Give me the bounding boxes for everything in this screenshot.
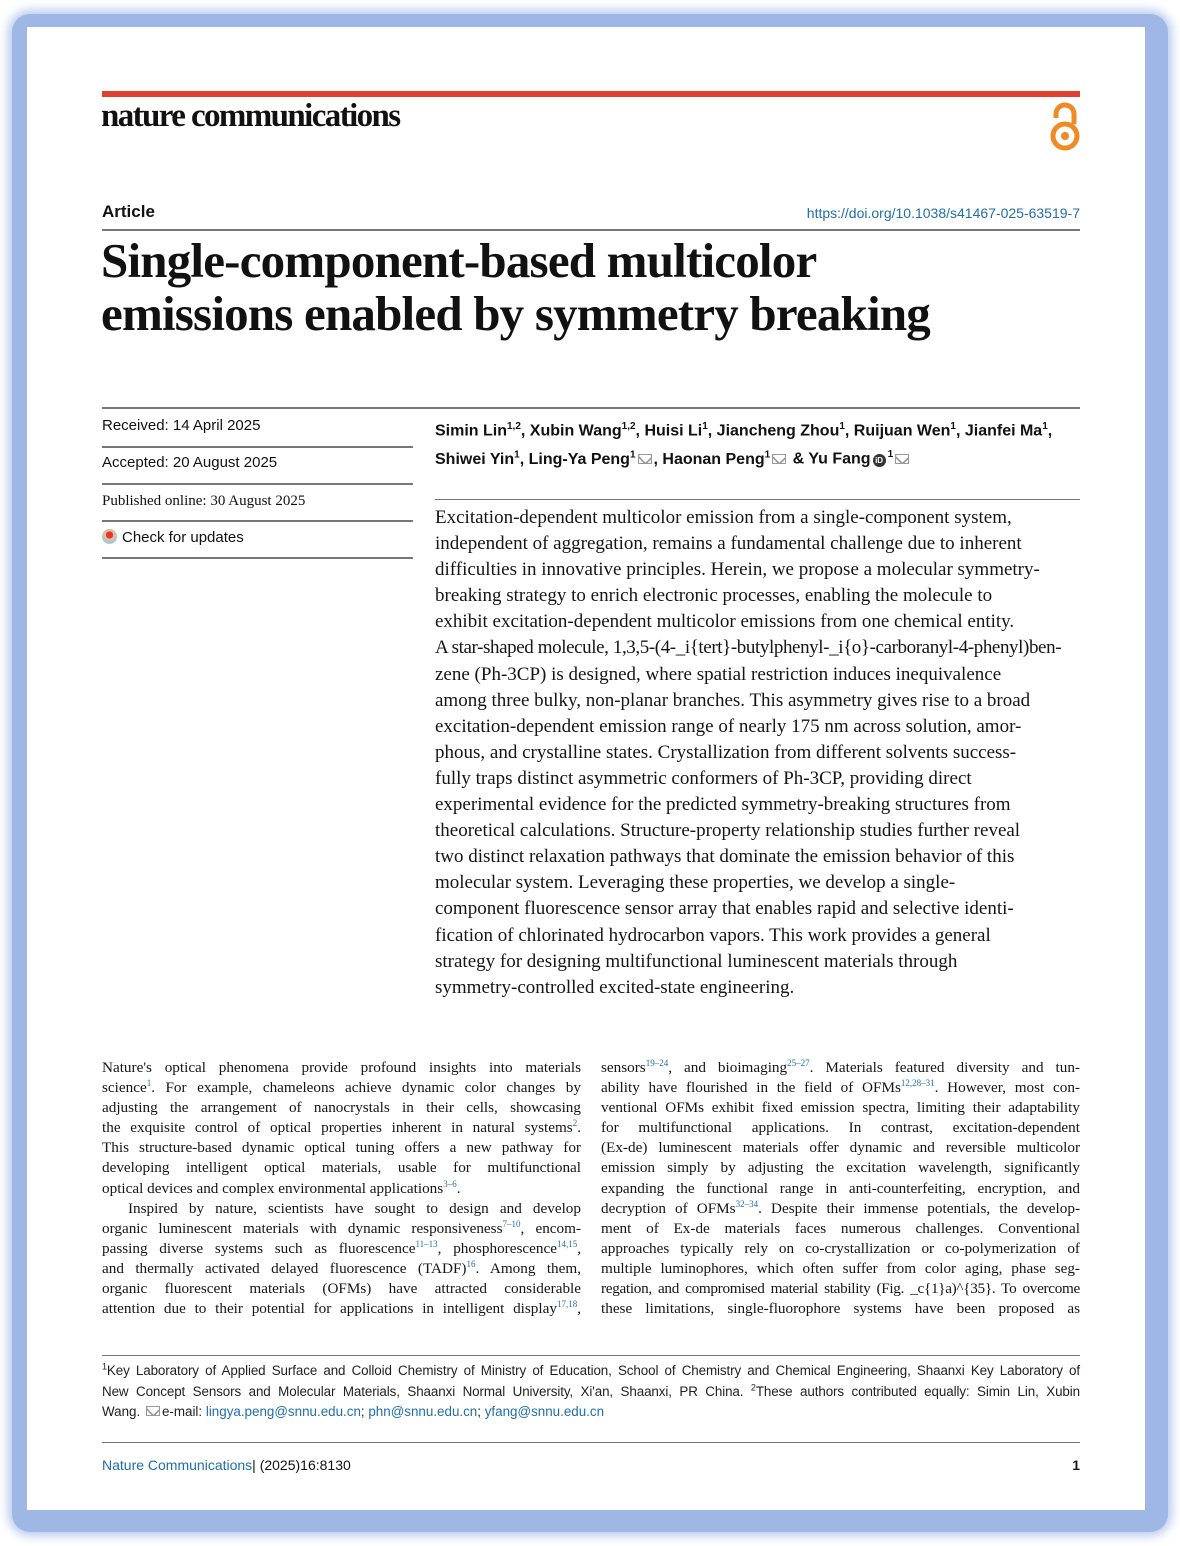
text-line: attention due to their potential for applications in intelligent display$^{17,18}$, (102, 1299, 581, 1318)
journal-link[interactable]: Nature Communications (102, 1457, 253, 1473)
text-line: emission simply by adjusting the excitation wavelength, significantly (601, 1159, 1080, 1177)
text-line: Nature's optical phenomena provide profound insights into materials (102, 1059, 581, 1076)
article-type: Article (102, 202, 155, 221)
open-access-icon (1048, 102, 1082, 152)
reference-superscript[interactable]: 1 (146, 1078, 152, 1089)
author-text: , Haonan Peng$^1$ (653, 449, 771, 468)
reference-superscript[interactable]: 14,15 (556, 1238, 578, 1249)
text-line: two distinct relaxation pathways that dominate the emission behavior of this (435, 846, 1015, 868)
reference-superscript: 1 (1042, 421, 1048, 432)
email-label: e-mail: (161, 1404, 206, 1419)
footnote-text: Wang. (102, 1404, 144, 1419)
text-line: zene (Ph-3CP) is designed, where spatial restriction induces inequivalence (435, 663, 1002, 685)
text-line: ment of Ex-de materials faces numerous challenges. Conventional (601, 1219, 1080, 1237)
email-icon[interactable] (772, 454, 786, 464)
reference-superscript: 1 (514, 449, 520, 461)
reference-superscript: 1 (764, 449, 771, 461)
divider (435, 499, 1080, 500)
divider (102, 520, 413, 522)
text-line: for multifunctional applications. In contrast, excitation-dependent (601, 1119, 1080, 1137)
text-line: component fluorescence sensor array that enables rapid and selective identi- (435, 898, 1014, 920)
text-line: organic fluorescent materials (OFMs) have attracted considerable (102, 1280, 581, 1298)
title-line: emissions enabled by symmetry breaking (101, 286, 930, 341)
divider (102, 1355, 1080, 1356)
divider (102, 1442, 1080, 1443)
affiliation-marker: 1 (887, 449, 894, 461)
body-column-left (102, 1058, 581, 1319)
email-icon[interactable] (895, 454, 909, 464)
reference-superscript[interactable]: 32–34 (735, 1198, 759, 1209)
text-line: science$^1$. For example, chameleons achieve dynamic color changes by (102, 1078, 581, 1097)
text-line: developing intelligent optical materials, usable for multifunctional (102, 1159, 581, 1177)
reference-superscript: 1 (702, 421, 708, 432)
text-line: Inspired by nature, scientists have sought to design and develop (128, 1199, 581, 1217)
journal-brand-bar (102, 91, 1080, 97)
check-for-updates-button[interactable] (102, 529, 413, 546)
text-line: multiple luminophores, which often suffer from color aging, phase seg- (601, 1259, 1080, 1277)
check-for-updates-label: Check for updates (122, 529, 244, 546)
email-link[interactable]: lingya.peng@snnu.edu.cn (205, 1404, 361, 1419)
divider (102, 446, 413, 448)
text-line: molecular system. Leveraging these properties, we develop a single- (435, 872, 956, 894)
divider (102, 557, 413, 559)
text-line: (Ex-de) luminescent materials offer dynamic and reversible multicolor (601, 1139, 1080, 1157)
author-text: Shiwei Yin$^1$, Ling-Ya Peng$^1$ (435, 449, 636, 468)
article-title (101, 234, 930, 340)
footer-citation (102, 1457, 351, 1473)
text-line: ventional OFMs exhibit fixed emission spectra, limiting their adaptability (601, 1099, 1080, 1117)
published-date: Published online: 30 August 2025 (102, 493, 306, 509)
email-icon[interactable] (638, 454, 652, 464)
accepted-date: Accepted: 20 August 2025 (102, 454, 278, 471)
text-line: exhibit excitation-dependent multicolor emissions from one chemical entity. (435, 611, 1015, 633)
reference-superscript: 1 (629, 449, 636, 461)
text-line: ability have flourished in the field of OFMs$^{12,28-31}$. However, most con- (601, 1078, 1080, 1097)
text-line: among three bulky, non-planar branches. This asymmetry gives rise to a broad (435, 689, 1031, 711)
page-number: 1 (1072, 1457, 1080, 1473)
reference-superscript[interactable]: 25–27 (787, 1057, 810, 1068)
footnote-line: $^1$Key Laboratory of Applied Surface and Colloid Chemistry of Ministry of Education, School of Chemistry and Chemical Engineering, Shaanxi Key Laboratory of (102, 1361, 1080, 1378)
text-line: phous, and crystalline states. Crystallization from different solvents success- (435, 741, 1017, 763)
text-line: fication of chlorinated hydrocarbon vapors. This work provides a general (435, 924, 991, 946)
reference-superscript: 1 (950, 421, 956, 432)
text-line: optical devices and complex environmental applications$^{3-6}$. (102, 1178, 461, 1197)
text-line: expanding the functional range in anti-counterfeiting, encryption, and (601, 1179, 1080, 1197)
text-line: excitation-dependent emission range of nearly 175 nm across solution, amor- (435, 715, 1022, 737)
text-line: organic luminescent materials with dynamic responsiveness$^{7-10}$, encom- (102, 1218, 581, 1237)
text-line: Excitation-dependent multicolor emission from a single-component system, (435, 507, 1012, 528)
citation: | (2025)16:8130 (252, 1457, 351, 1473)
author-line (435, 443, 1052, 471)
affiliation-footnote (102, 1361, 1080, 1423)
text-line: adjusting the arrangement of nanocrystals in their cells, showcasing (102, 1099, 581, 1117)
author-line: Simin Lin$^{1,2}$, Xubin Wang$^{1,2}$, Huisi Li$^1$, Jiancheng Zhou$^1$, Ruijuan Wen$^1$, Jianfei Ma$^1$, (435, 421, 1053, 440)
email-link[interactable]: yfang@snnu.edu.cn (484, 1404, 605, 1419)
text-line: independent of aggregation, remains a fundamental challenge due to inherent (435, 533, 1022, 555)
reference-superscript[interactable]: 17,18 (556, 1299, 578, 1310)
email-link[interactable]: phn@snnu.edu.cn (368, 1404, 478, 1419)
separator: ; (360, 1404, 369, 1419)
abstract (435, 505, 1061, 1001)
text-line: decryption of OFMs$^{32-34}$. Despite their immense potentials, the develop- (601, 1198, 1081, 1217)
text-line: breaking strategy to enrich electronic processes, enabling the molecule to (435, 585, 993, 607)
reference-superscript: 1 (102, 1361, 107, 1372)
journal-logo: nature communications (101, 98, 400, 134)
text-line: the exquisite control of optical properties inherent in natural systems$^2$. (102, 1118, 581, 1137)
reference-superscript[interactable]: 16 (466, 1258, 476, 1269)
text-line: strategy for designing multifunctional luminescent materials through (435, 950, 958, 972)
reference-superscript: 2 (750, 1382, 756, 1393)
divider (102, 407, 1080, 409)
email-icon (146, 1406, 160, 1416)
text-line: difficulties in innovative principles. Herein, we propose a molecular symmetry- (435, 559, 1040, 581)
body-column-right (601, 1058, 1080, 1319)
reference-superscript: 1 (839, 421, 845, 432)
check-for-updates-icon (102, 529, 117, 544)
title-line: Single-component-based multicolor (101, 233, 817, 288)
text-line: and thermally activated delayed fluorescence (TADF)$^{16}$. Among them, (102, 1258, 582, 1277)
text-line: This structure-based dynamic optical tuning offers a new pathway for (102, 1139, 581, 1157)
divider (102, 229, 1080, 231)
text-line: theoretical calculations. Structure-property relationship studies further reveal (435, 820, 1021, 842)
text-line: sensors$^{19-24}$, and bioimaging$^{25-27}$. Materials featured diversity and tun- (601, 1057, 1080, 1076)
reference-superscript[interactable]: 7–10 (502, 1218, 521, 1229)
reference-superscript[interactable]: 12,28–31 (900, 1078, 935, 1089)
text-line: regation, and compromised material stability (Fig. _c{1}a)^{35}. To overcome (601, 1280, 1080, 1298)
footnote-line (102, 1402, 1080, 1423)
text-line: A star-shaped molecule, 1,3,5-(4-_i{tert}-butylphenyl-_i{o}-carboranyl-4-phenyl)ben- (435, 637, 1062, 659)
author-text: & Yu Fang (788, 450, 871, 468)
text-line: approaches typically rely on co-crystallization or co-polymerization of (601, 1239, 1080, 1257)
reference-superscript[interactable]: 2 (572, 1118, 578, 1129)
text-line: symmetry-controlled excited-state engineering. (435, 976, 795, 998)
text-line: passing diverse systems such as fluorescence$^{11-13}$, phosphorescence$^{14,15}$, (102, 1238, 581, 1257)
text-line: experimental evidence for the predicted symmetry-breaking structures from (435, 794, 1011, 816)
orcid-icon[interactable]: iD (873, 454, 886, 467)
divider (102, 483, 413, 485)
text-line: these limitations, single-fluorophore systems have been proposed as (601, 1300, 1080, 1318)
reference-superscript[interactable]: 11–13 (415, 1238, 438, 1249)
reference-superscript[interactable]: 3–6 (443, 1178, 457, 1189)
text-line: fully traps distinct asymmetric conformers of Ph-3CP, providing direct (435, 767, 972, 789)
footnote-line: New Concept Sensors and Molecular Materials, Shaanxi Normal University, Xi'an, Shaanxi, PR China. $^2$These authors contributed equally: Simin Lin, Xubin (102, 1382, 1080, 1399)
reference-superscript: 1,2 (507, 421, 521, 432)
reference-superscript: 1,2 (621, 421, 636, 432)
author-list (435, 415, 1052, 472)
received-date: Received: 14 April 2025 (102, 417, 261, 434)
separator: ; (477, 1404, 485, 1419)
reference-superscript[interactable]: 19–24 (645, 1057, 669, 1068)
doi-link[interactable]: https://doi.org/10.1038/s41467-025-63519-7 (806, 205, 1080, 221)
